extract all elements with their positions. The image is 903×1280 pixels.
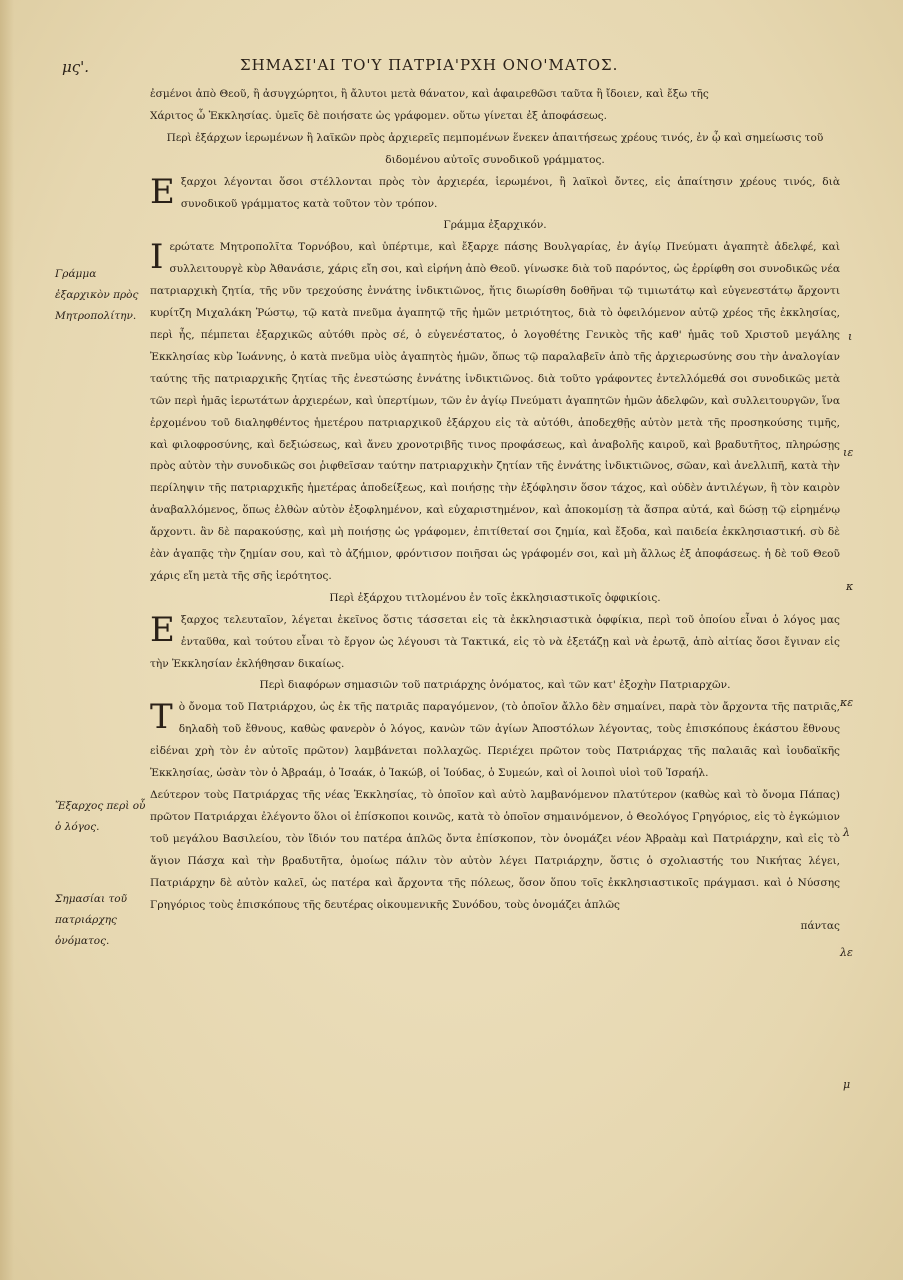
line-number-mark: κε [840,696,854,709]
section-heading: Περὶ ἐξάρχων ἱερωμένων ἢ λαϊκῶν πρὸς ἀρχιερεῖς πεμπομένων ἕνεκεν ἀπαιτήσεως χρέους τινός, ἐν ᾧ καὶ σημείωσις τοῦ διδομένου αὐτοῖς συνοδικοῦ γράμματος. [166,131,824,166]
section-heading: Γράμμα ἐξαρχικόν. [443,219,547,232]
folio-number: μς'. [62,58,90,76]
line-number-mark: λε [840,946,853,959]
section-heading: Περὶ διαφόρων σημασιῶν τοῦ πατριάρχης ὀνόματος, καὶ τῶν κατ' ἐξοχὴν Πατριαρχῶν. [259,679,731,692]
running-head: ΣΗΜΑΣΙ'ΑΙ ΤΟ'Υ ΠΑΤΡΙΑ'ΡΧΗ ΟΝΟ'ΜΑΤΟΣ. [240,56,619,74]
drop-capital: Ε [150,609,175,650]
line-number-mark: λ [843,826,850,839]
line-number-mark: ι [848,330,853,343]
line-number-mark: μ [843,1078,851,1091]
margin-note-exarchos: Ἔξαρχος περὶ οὗ ὁ λόγος. [55,800,146,833]
paragraph: Εξαρχοι λέγονται ὅσοι στέλλονται πρὸς τὸν ἀρχιερέα, ἱερωμένοι, ἢ λαϊκοὶ ὄντες, εἰς ἀπαίτησιν χρέους τινός, διὰ συνοδικοῦ γράμματος κατὰ τοῦτον τὸν τρόπον. [150,171,840,212]
paragraph: Δεύτερον τοὺς Πατριάρχας τῆς νέας Ἐκκλησίας, τὸ ὁποῖον καὶ αὐτὸ λαμβανόμενον πλατύτερον (καθὼς καὶ τὸ ὄνομα Πάπας) πρῶτον Πατριάρχαι ἐλέγοντο ὅλοι οἱ ἐπίσκοποι κοινῶς, κατὰ τὸ ὁποῖον σημαινόμενον, ὁ Θεολόγος Γρηγόριος, εἰς τὸ ἐγκώμιον τοῦ μεγάλου Βασιλείου, τὸν ἴδιόν του πατέρα ἁπλῶς ὄντα ἐπίσκοπον, τὸν ὀνομάζει νέον Ἀβραὰμ καὶ Πατριάρχην, καὶ εἰς τὸ ἅγιον Πάσχα καὶ τὴν βραδυτῆτα, ὁμοίως πάλιν τὸν αὐτὸν λέγει Πατριάρχην, ὅστις ὁ σχολιαστής του Νικήτας λέγει, Πατριάρχην δὲ αὐτὸν καλεῖ, ὡς πατέρα καὶ ἄρχοντα τῆς πόλεως, ὅσον ὅπου τοῖς ἐκκλησιαστικοῖς πράγμασι. καὶ ὁ Νύσσης Γρηγόριος τοὺς ἐπισκόπους τῆς δευτέρας οἰκουμενικῆς Συνόδου, τοὺς ὀνομάζει ἁπλῶς [150,789,840,911]
text-line: ἐσμένοι ἀπὸ Θεοῦ, ἢ ἀσυγχώρητοι, ἢ ἄλυτοι μετὰ θάνατον, καὶ ἀφαιρεθῶσι ταῦτα ἢ ἴδοιεν, καὶ ἔξω τῆς [150,88,709,100]
line-number-mark: κ [846,580,854,593]
catchword: πάντας [800,920,840,933]
paragraph: Ιερώτατε Μητροπολῖτα Τορνόβου, καὶ ὑπέρτιμε, καὶ ἔξαρχε πάσης Βουλγαρίας, ἐν ἁγίῳ Πνεύματι ἀγαπητὲ ἀδελφέ, καὶ συλλειτουργὲ κὺρ Ἀθανάσιε, χάρις εἴη σοι, καὶ εἰρήνη ἀπὸ Θεοῦ. γίνωσκε διὰ τοῦ παρόντος, ὡς ἐρρίφθη σοι συνοδικῶς νέα πατριαρχικὴ ζητία, τῆς νῦν τρεχούσης ἐννάτης ἰνδικτιῶνος, ἥτις διωρίσθη δοθῆναι τῷ τιμιωτάτῳ καὶ εὐγενεστάτῳ ἄρχοντι κυρίτζη Μιχαλάκη Ῥώστῳ, τῷ κατὰ πνεῦμα ἀγαπητῷ τῆς ἡμῶν μετριότητος, διὰ τὸ ὀφειλόμενον αὐτῷ χρέος τῆς ἐκκλησίας, περὶ ἧς, πέμπεται ἐξαρχικῶς αὐτόθι πρὸς σέ, ὁ εὐγενέστατος, ὁ λογοθέτης Γενικὸς τῆς καθ' ἡμᾶς τοῦ Χριστοῦ μεγάλης Ἐκκλησίας κὺρ Ἰωάννης, ὁ κατὰ πνεῦμα υἱὸς ἀγαπητὸς ἡμῶν, ὅπως τῷ παραλαβεῖν ἀπὸ τῆς ἀρχιερωσύνης σου τὴν ἀναλογίαν ταύτης τῆς πατριαρχικῆς ζητίας τῆς ἐνεστώσης ἐννάτης ἰνδικτιῶνος. διὰ τοῦτο γράφοντες ἐντελλόμεθά σοι συνοδικῶς μετὰ τῶν περὶ ἡμᾶς ἱερωτάτων ἀρχιερέων, καὶ ὑπερτίμων, τῶν ἐν ἁγίῳ Πνεύματι ἀγαπητῶν ἡμῶν ἀδελφῶν, καὶ συλλειτουργῶν, ἵνα ἐρχομένου τοῦ διαληφθέντος ἡμετέρου πατριαρχικοῦ ἐξάρχου εἰς τὰ αὐτόθι, ἀποδεχθῇς αὐτὸν μετὰ τῆς προσηκούσης τιμῆς, καὶ φιλοφροσύνης, καὶ δεξιώσεως, καὶ ἄνευ χρονοτριβῆς τινος προφάσεως, καὶ ἀναβολῆς καιροῦ, καὶ βραδυτῆτος, πληρώσῃς πρὸς αὐτὸν τὴν συνοδικῶς σοι ῥιφθεῖσαν ταύτην πατριαρχικὴν ζητίαν τῆς ἐννάτης ἰνδικτιῶνος, σῶαν, καὶ ἀνελλιπῆ, κατὰ τὴν περίληψιν τῆς πατριαρχικῆς ἡμετέρας ἀποδείξεως, καὶ ποιήσῃς τὴν ἐξόφλησιν ὅσον τάχος, καὶ οὐδὲν ἀντιλέγων, ἢ τὸν καιρὸν ἀναβαλλόμενος, ὅπως ἐλθὼν αὐτὸν ἐξοφλημένον, καὶ εὐχαριστημένον, καὶ ἀποκομίσῃ τὰ ἄσπρα αὐτά, καὶ δώσῃ τῷ εἰρημένῳ ἄρχοντι. ἂν δὲ παρακούσῃς, καὶ μὴ ποιήσῃς ὡς γράφομεν, ἐπιτίθεταί σοι ζημία, καὶ ἔξοδα, καὶ παιδεία ἐκκλησιαστική. σὺ δὲ ἐὰν ἀγαπᾷς τὴν ζημίαν σου, καὶ τὸ ἀζήμιον, φρόντισον ποιῆσαι ὡς γράφομέν σοι, καὶ μὴ ἄλλως ἐξ ἀποφάσεως. ἡ δὲ τοῦ Θεοῦ χάρις εἴη μετὰ τῆς σῆς ἱερότητος. [150,237,840,582]
paragraph: Εξαρχος τελευταῖον, λέγεται ἐκεῖνος ὅστις τάσσεται εἰς τὰ ἐκκλησιαστικὰ ὀφφίκια, περὶ τοῦ ὁποίου εἶναι ὁ λόγος μας ἐνταῦθα, καὶ τούτου εἶναι τὸ ἔργον ὡς λέγουσι τὰ Τακτικά, εἰς τὸ νὰ ἐξετάζῃ καὶ νὰ ἐρωτᾷ, ἀπὸ αἰτίας ὅσοι ἔγιναν εἰς τὴν Ἐκκλησίαν ἐκλήθησαν δικαίως. [150,609,840,670]
drop-capital: Ε [150,171,175,212]
text-line: Χάριτος ὦ Ἐκκλησίας. ὑμεῖς δὲ ποιήσατε ὡς γράφομεν. οὕτω γίνεται ἐξ ἀποφάσεως. [150,109,608,122]
section-heading: Περὶ ἐξάρχου τιτλομένου ἐν τοῖς ἐκκλησιαστικοῖς ὀφφικίοις. [329,591,661,604]
line-number-mark: ιε [843,446,854,459]
margin-note-semasiai: Σημασίαι τοῦ πατριάρχης ὀνόματος. [55,893,127,947]
drop-capital: Τ [150,697,173,738]
main-text-block [150,84,840,938]
drop-capital: Ι [150,237,164,278]
paragraph: Τὸ ὄνομα τοῦ Πατριάρχου, ὡς ἐκ τῆς πατριᾶς παραγόμενον, (τὸ ὁποῖον ἄλλο δὲν σημαίνει, παρὰ τὸν ἄρχοντα τῆς πατριᾶς, δηλαδὴ τοῦ ἔθνους, καθὼς φανερὸν ὁ λόγος, κανὼν τῶν ἁγίων Ἀποστόλων λέγοντας, τοὺς ἐπισκόπους ἑκάστου ἔθνους εἰδέναι χρὴ τὸν ἐν αὐτοῖς πρῶτον) λαμβάνεται πολλαχῶς. Περιέχει πρῶτον τοὺς Πατριάρχας τῆς παλαιᾶς καὶ ἰουδαϊκῆς Ἐκκλησίας, ὡσὰν τὸν ὁ Ἀβραάμ, ὁ Ἰσαάκ, ὁ Ἰακώβ, οἱ Ἰούδας, ὁ Συμεών, καὶ οἱ λοιποὶ υἱοὶ τοῦ Ἰσραήλ. [150,697,840,780]
margin-note-gramma: Γράμμα ἐξαρχικὸν πρὸς Μητροπολίτην. [55,268,139,322]
